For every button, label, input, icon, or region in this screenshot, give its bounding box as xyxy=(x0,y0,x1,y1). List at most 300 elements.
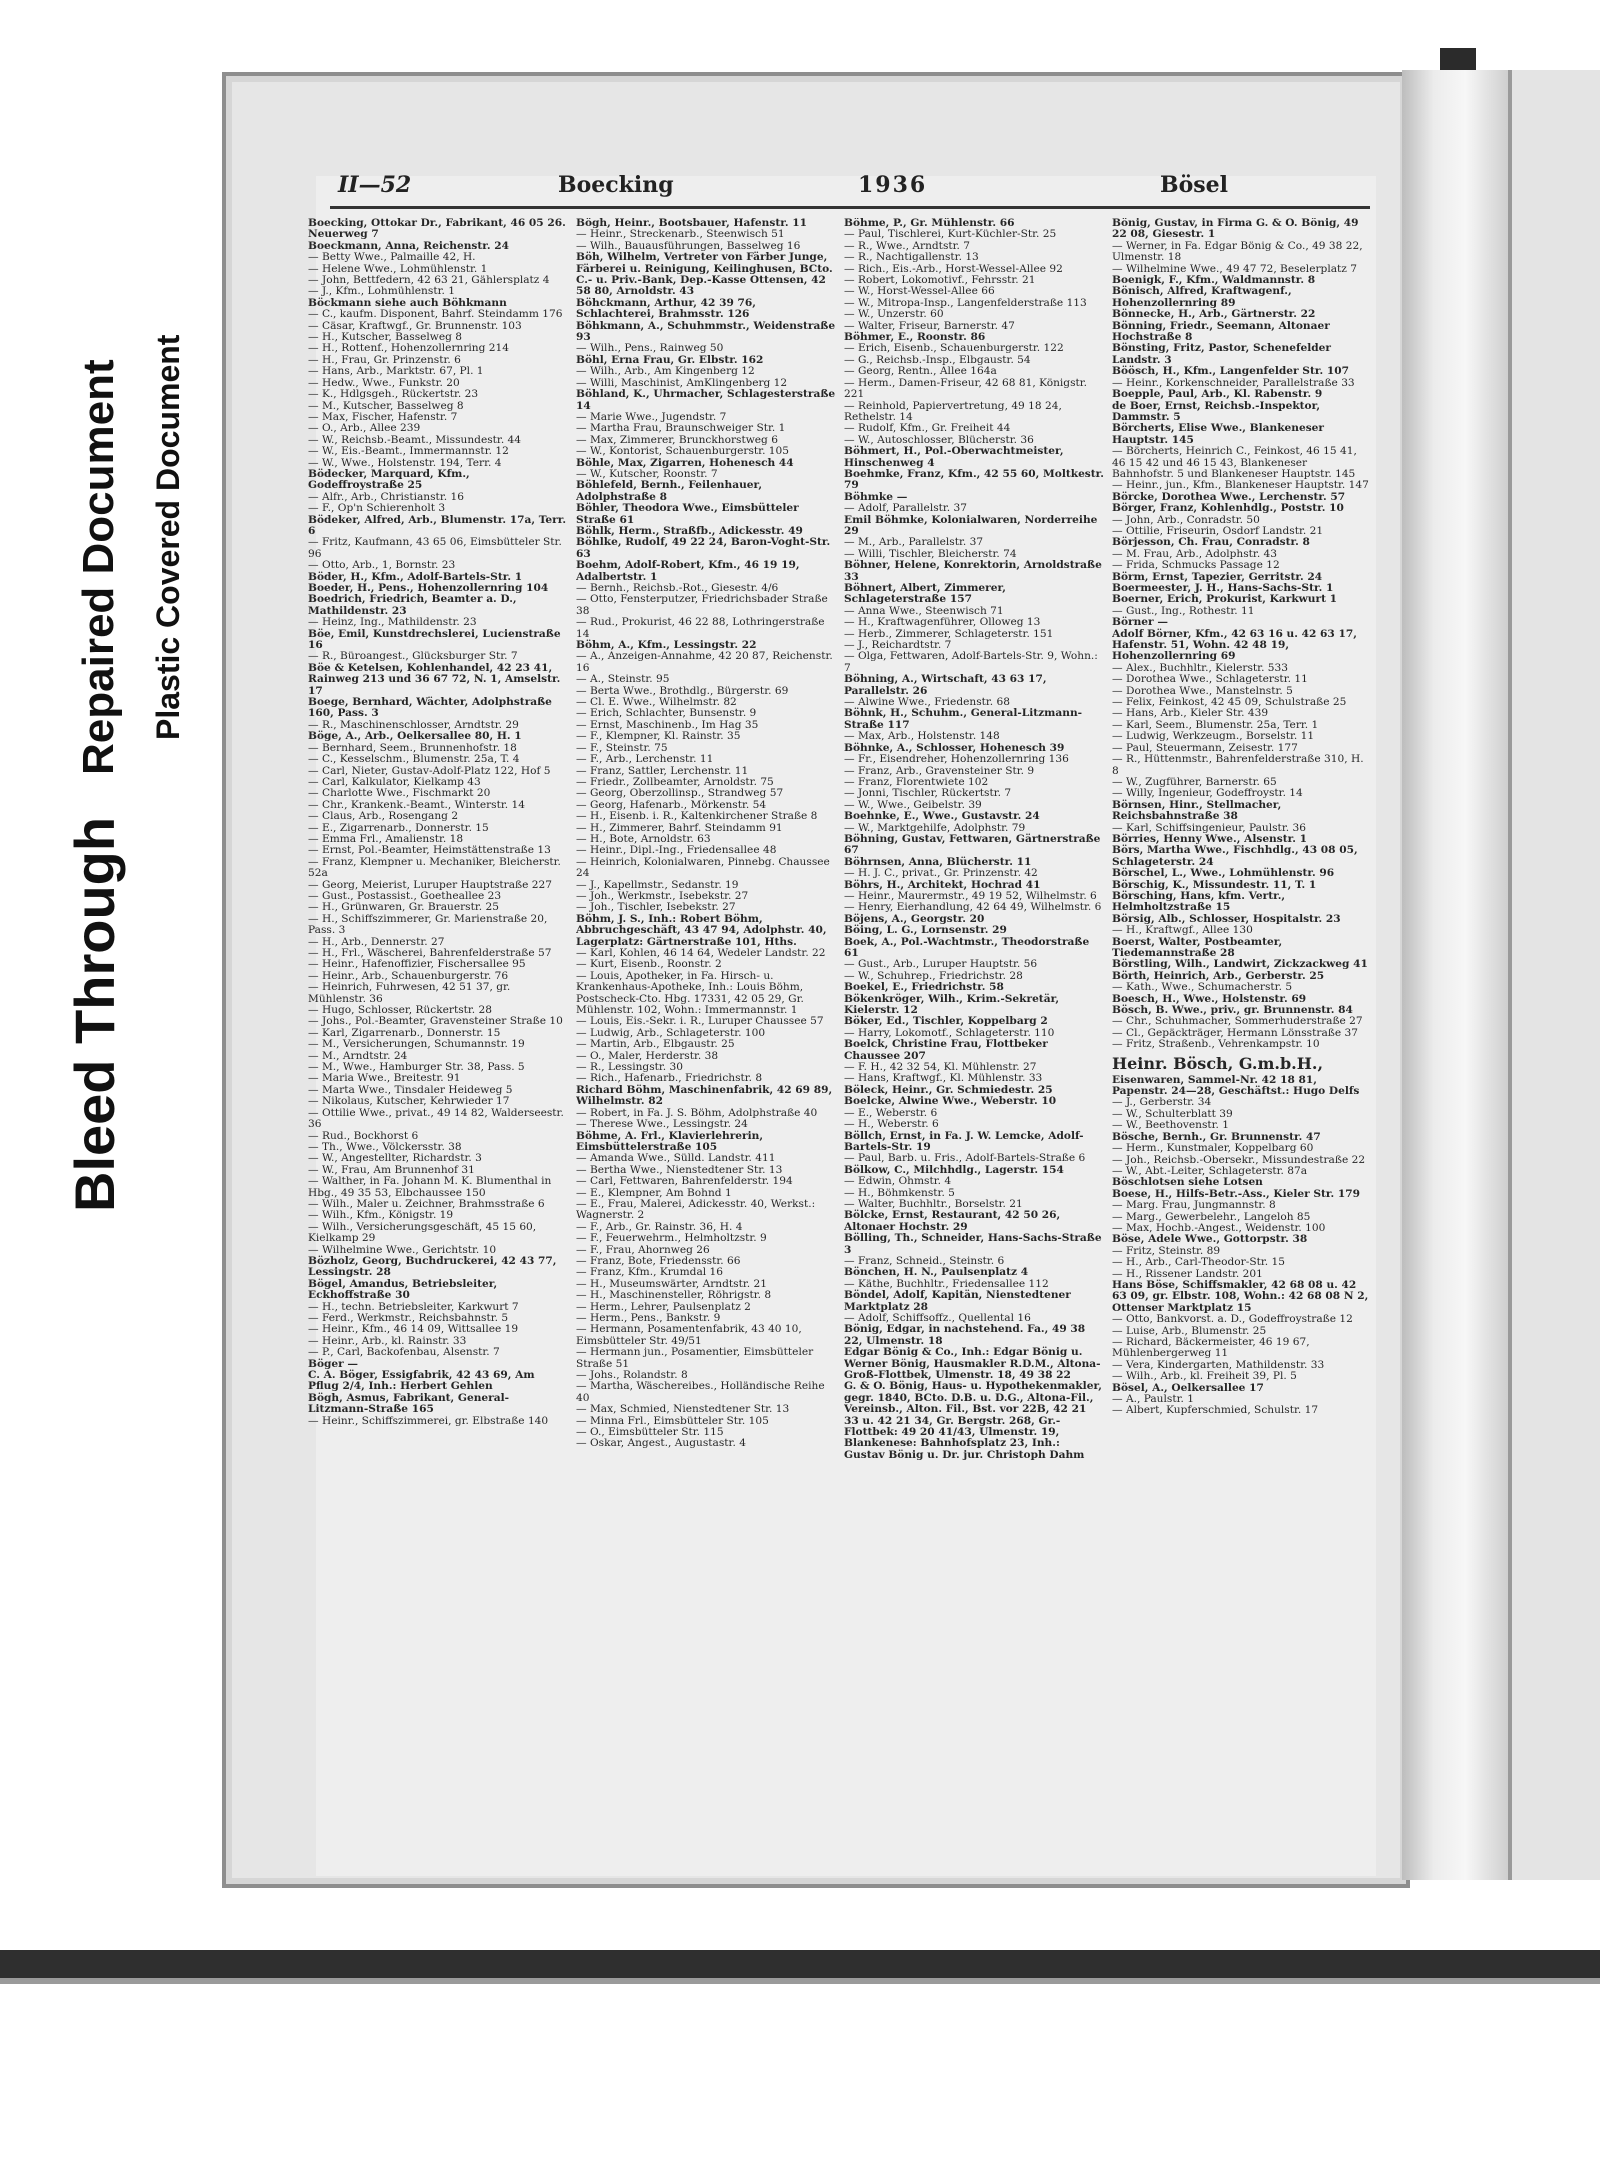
directory-entry: — Hedw., Wwe., Funkstr. 20 xyxy=(308,376,460,389)
directory-entry: — Friedr., Zollbeamter, Arnoldstr. 75 xyxy=(576,775,774,788)
directory-entry: Boelcke, Alwine Wwe., Weberstr. 10 xyxy=(844,1095,1057,1108)
directory-entry: Böndel, Adolf, Kapitän, Nienstedtener Marktplatz 28 xyxy=(844,1289,1071,1313)
directory-entry: — Heinr., Dipl.-Ing., Friedensallee 48 xyxy=(576,844,777,857)
directory-entry: — Franz, Florentwiete 102 xyxy=(844,775,989,788)
directory-entry: — H., Maschinensteller, Röhrigstr. 8 xyxy=(576,1289,772,1302)
directory-entry: — F., Arb., Gr. Rainstr. 36, H. 4 xyxy=(576,1220,743,1233)
directory-entry: — H., Schiffszimmerer, Gr. Marienstraße 20, Pass. 3 xyxy=(308,912,548,937)
directory-entry: Böhckmann, Arthur, 42 39 76, Schlachterei, Brahmsstr. 126 xyxy=(576,296,756,321)
directory-entry: Börjesson, Ch. Frau, Conradstr. 8 xyxy=(1112,536,1310,549)
directory-entry: Böe, Emil, Kunstdrechslerei, Lucienstraße 16 xyxy=(308,627,561,652)
directory-entry: Böckmann siehe auch Böhkmann xyxy=(308,296,507,309)
directory-entry: Bökenkröger, Wilh., Krim.-Sekretär, Kielerstr. 12 xyxy=(844,992,1060,1017)
directory-entry: — Hugo, Schlosser, Rückertstr. 28 xyxy=(308,1004,493,1017)
year-heading: 1936 xyxy=(858,172,928,198)
directory-entry: — Bertha Wwe., Nienstedtener Str. 13 xyxy=(576,1163,783,1176)
directory-entry: — M., Versicherungen, Schumannstr. 19 xyxy=(308,1038,525,1051)
directory-entry: — Otto, Bankvorst. a. D., Godeffroystraße 12 xyxy=(1112,1313,1353,1326)
directory-column-4 xyxy=(1112,218,1372,1836)
directory-entry: — Louis, Apotheker, in Fa. Hirsch- u. Krankenhaus-Apotheke, Inh.: Louis Böhm, Postscheck-Cto. Hbg. 17331, 42 05 29, Gr. Mühlenstr. 102, Wohn.: Immermannstr. 1 xyxy=(576,969,804,1017)
directory-entry: — Georg, Rentn., Allee 164a xyxy=(844,365,997,378)
directory-entry: — Edwin, Ohmstr. 4 xyxy=(844,1175,952,1188)
directory-entry: — J., Kfm., Lohmühlenstr. 1 xyxy=(308,285,455,298)
last-entry-heading: Bösel xyxy=(1160,172,1229,198)
adjacent-page xyxy=(1508,70,1600,1880)
directory-entry: — Adolf, Parallelstr. 37 xyxy=(844,502,968,515)
directory-entry: Hans Böse, Schiffsmakler, 42 68 08 u. 42 63 09, gr. Elbstr. 108, Wohn.: 42 68 08 N 2, Ottenser Marktplatz 15 xyxy=(1112,1278,1369,1314)
directory-entry: — W., Schuhrep., Friedrichstr. 28 xyxy=(844,969,1023,982)
directory-entry: — Kath., Wwe., Schumacherstr. 5 xyxy=(1112,981,1293,994)
directory-entry: — Franz, Klempner u. Mechaniker, Bleicherstr. 52a xyxy=(308,855,561,880)
directory-entry: Boepple, Paul, Arb., Kl. Rabenstr. 9 xyxy=(1112,388,1323,401)
directory-entry: — Paul, Barb. u. Fris., Adolf-Bartels-Straße 6 xyxy=(844,1152,1086,1165)
directory-entry: — W., Wwe., Holstenstr. 194, Terr. 4 xyxy=(308,456,502,469)
directory-entry: — M. Frau, Arb., Adolphstr. 43 xyxy=(1112,547,1278,560)
directory-entry: — H., Zimmerer, Bahrf. Steindamm 91 xyxy=(576,821,783,834)
directory-entry: — Henry, Eierhandlung, 42 64 49, Wilhelmstr. 6 xyxy=(844,901,1102,914)
directory-entry: — Claus, Arb., Rosengang 2 xyxy=(308,810,459,823)
directory-entry: — H., Eisenb. i. R., Kaltenkirchener Straße 8 xyxy=(576,810,818,823)
directory-entry: Böhme, A. Frl., Klavierlehrerin, Eimsbüttelerstraße 105 xyxy=(576,1129,764,1153)
directory-entry: — P., Carl, Backofenbau, Alsenstr. 7 xyxy=(308,1346,500,1359)
directory-entry: — Cl. E. Wwe., Wilhelmstr. 82 xyxy=(576,696,737,709)
directory-entry: Börschel, L., Wwe., Lohmühlenstr. 96 xyxy=(1112,867,1335,880)
directory-entry: — R., Nachtigallenstr. 13 xyxy=(844,251,979,264)
directory-entry: — Robert, in Fa. J. S. Böhm, Adolphstraße 40 xyxy=(576,1106,818,1119)
directory-entry: — Ludwig, Arb., Schlageterstr. 100 xyxy=(576,1026,766,1039)
directory-entry: Böger — xyxy=(308,1357,359,1370)
directory-entry: — K., Hdlgsgeh., Rückertstr. 23 xyxy=(308,388,479,401)
directory-entry: Boehnke, E., Wwe., Gustavstr. 24 xyxy=(844,810,1040,823)
directory-entry: — Börcherts, Heinrich C., Feinkost, 46 15 41, 46 15 42 und 46 15 43, Blankeneser Bahnhofstr. 5 und Blankeneser Hauptstr. 145 xyxy=(1112,445,1357,480)
directory-entry: Boehmke, Franz, Kfm., 42 55 60, Moltkestr. 79 xyxy=(844,467,1104,492)
directory-entry: — Walter, Buchhltr., Borselstr. 21 xyxy=(844,1197,1023,1210)
directory-entry: — John, Bettfedern, 42 63 21, Gählersplatz 4 xyxy=(308,274,550,287)
directory-entry: Bösel, A., Oelkersallee 17 xyxy=(1112,1381,1264,1394)
directory-entry: Bönsting, Fritz, Pastor, Schenefelder Landstr. 3 xyxy=(1112,342,1332,366)
directory-entry: Boese, H., Hilfs-Betr.-Ass., Kieler Str. 179 xyxy=(1112,1187,1361,1200)
directory-entry: — Max, Hochb.-Angest., Weidenstr. 100 xyxy=(1112,1221,1326,1234)
directory-entry: — Therese Wwe., Lessingstr. 24 xyxy=(576,1118,748,1131)
directory-entry: — Rich., Eis.-Arb., Horst-Wessel-Allee 92 xyxy=(844,262,1063,275)
directory-entry: — W., Reichsb.-Beamt., Missundestr. 44 xyxy=(308,433,522,446)
directory-entry: — Joh., Tischler, Isebekstr. 27 xyxy=(576,901,736,914)
directory-entry: — W., Autoschlosser, Blücherstr. 36 xyxy=(844,433,1034,446)
directory-entry: — Dorothea Wwe., Manstelnstr. 5 xyxy=(1112,684,1293,697)
directory-entry: — Bernh., Reichsb.-Rot., Giesestr. 4/6 xyxy=(576,582,779,594)
directory-entry: Börner — xyxy=(1112,616,1168,629)
directory-entry: — Fritz, Straßenb., Vehrenkampstr. 10 xyxy=(1112,1038,1320,1051)
directory-entry: — W., Zugführer, Barnerstr. 65 xyxy=(1112,775,1277,788)
directory-entry: — H., Böhmkenstr. 5 xyxy=(844,1186,955,1199)
directory-entry: — Ottilie, Friseurin, Osdorf Landstr. 21 xyxy=(1112,524,1324,537)
directory-entry: — Helene Wwe., Lohmühlenstr. 1 xyxy=(308,262,488,275)
directory-entry: Bölling, Th., Schneider, Hans-Sachs-Straße 3 xyxy=(844,1232,1102,1256)
directory-entry: — Ferd., Werkmstr., Reichsbahnstr. 5 xyxy=(308,1312,509,1324)
directory-entry: — Heinr., Schiffszimmerei, gr. Elbstraße 140 xyxy=(308,1414,549,1427)
directory-entry: — W., Wwe., Geibelstr. 39 xyxy=(844,798,982,811)
directory-entry: — Käthe, Buchhltr., Friedensallee 112 xyxy=(844,1277,1049,1290)
directory-entry: — Willi, Tischler, Bleicherstr. 74 xyxy=(844,547,1017,560)
directory-entry: — Herm., Lehrer, Paulsenplatz 2 xyxy=(576,1300,751,1313)
directory-entry: — H., Kraftwagenführer, Olloweg 13 xyxy=(844,616,1041,629)
directory-entry: Böhner, Helene, Konrektorin, Arnoldstraße 33 xyxy=(844,559,1102,583)
directory-entry: — Heinr., Kfm., 46 14 09, Wittsallee 19 xyxy=(308,1323,519,1336)
directory-entry: — Betty Wwe., Palmaille 42, H. xyxy=(308,251,476,264)
directory-entry: — Werner, in Fa. Edgar Bönig & Co., 49 38 22, Ulmenstr. 18 xyxy=(1112,239,1363,264)
directory-entry: — Cäsar, Kraftwgf., Gr. Brunnenstr. 103 xyxy=(308,319,522,332)
directory-entry: — Franz, Schneid., Steinstr. 6 xyxy=(844,1254,1005,1267)
directory-entry: — John, Arb., Conradstr. 50 xyxy=(1112,513,1260,526)
directory-entry: — J., Gerberstr. 34 xyxy=(1112,1096,1212,1109)
directory-entry: — M., Wwe., Hamburger Str. 38, Pass. 5 xyxy=(308,1061,525,1074)
directory-entry: — R., Lessingstr. 30 xyxy=(576,1061,684,1074)
page-header xyxy=(330,172,1370,209)
directory-entry: — H., Arb., Carl-Theodor-Str. 15 xyxy=(1112,1256,1285,1269)
directory-entry: — Herb., Zimmerer, Schlageterstr. 151 xyxy=(844,627,1054,640)
directory-entry: Böhle, Max, Zigarren, Hohenesch 44 xyxy=(576,456,794,469)
directory-entry: — C., kaufm. Disponent, Bahrf. Steindamm 176 xyxy=(308,308,563,321)
directory-entry: — R., Wwe., Arndtstr. 7 xyxy=(844,239,971,252)
directory-entry: Bönnecke, H., Arb., Gärtnerstr. 22 xyxy=(1112,308,1316,321)
directory-entry: Boerner, Erich, Prokurist, Karkwurt 1 xyxy=(1112,593,1338,606)
directory-entry: Bögh, Asmus, Fabrikant, General-Litzmann-Straße 165 xyxy=(308,1391,510,1416)
directory-entry: — Walter, Friseur, Barnerstr. 47 xyxy=(844,319,1015,332)
directory-columns xyxy=(308,218,1372,1836)
directory-entry: Böhning, Gustav, Fettwaren, Gärtnerstraße 67 xyxy=(844,832,1101,857)
directory-entry: — Jonni, Tischler, Rückertstr. 7 xyxy=(844,787,1012,800)
directory-entry: — A., Paulstr. 1 xyxy=(1112,1393,1194,1406)
directory-entry: — Amanda Wwe., Sülld. Landstr. 411 xyxy=(576,1152,776,1165)
directory-entry: — W., Frau, Am Brunnenhof 31 xyxy=(308,1163,475,1176)
directory-entry: — Willy, Ingenieur, Godeffroystr. 14 xyxy=(1112,787,1303,800)
directory-entry: Adolf Börner, Kfm., 42 63 16 u. 42 63 17, Hafenstr. 51, Wohn. 42 48 19, Hohenzollernring 69 xyxy=(1112,627,1357,663)
directory-entry: Böhmert, H., Pol.-Oberwachtmeister, Hinschenweg 4 xyxy=(844,445,1064,469)
directory-entry: Boecking, Ottokar Dr., Fabrikant, 46 05 26. Neuerweg 7 xyxy=(308,218,566,241)
directory-entry: — H., Kutscher, Basselweg 8 xyxy=(308,331,463,344)
directory-entry: de Boer, Ernst, Reichsb.-Inspektor, Dammstr. 5 xyxy=(1112,399,1321,423)
directory-entry: — Ernst, Pol.-Beamter, Heimstättenstraße 13 xyxy=(308,844,551,857)
directory-entry: — Heinr., Arb., kl. Rainstr. 33 xyxy=(308,1334,467,1347)
directory-entry: — Walther, in Fa. Johann M. K. Blumenthal in Hbg., 49 35 53, Elbchaussee 150 xyxy=(308,1175,552,1199)
directory-entry: Böhlke, Rudolf, 49 22 24, Baron-Voght-Str. 63 xyxy=(576,536,831,560)
directory-entry: — Rich., Hafenarb., Friedrichstr. 8 xyxy=(576,1072,763,1085)
directory-entry: — Dorothea Wwe., Schlageterstr. 11 xyxy=(1112,673,1308,686)
directory-entry: — W., Schulterblatt 39 xyxy=(1112,1107,1233,1120)
directory-entry: Bönisch, Alfred, Kraftwagenf., Hohenzollernring 89 xyxy=(1112,285,1292,309)
directory-entry: — Emma Frl., Amalienstr. 18 xyxy=(308,832,464,845)
directory-entry: Böhrs, H., Architekt, Hochrad 41 xyxy=(844,878,1041,891)
directory-entry: — Olga, Fettwaren, Adolf-Bartels-Str. 9, Wohn.: 7 xyxy=(844,650,1098,674)
directory-entry: — Rud., Bockhorst 6 xyxy=(308,1129,419,1142)
directory-entry: Boedrich, Friedrich, Beamter a. D., Mathildenstr. 23 xyxy=(308,593,517,617)
directory-entry: Börsching, Hans, kfm. Vertr., Helmholtzstraße 15 xyxy=(1112,889,1286,914)
directory-entry: — F., Steinstr. 75 xyxy=(576,741,668,754)
directory-entry: Boeckmann, Anna, Reichenstr. 24 xyxy=(308,239,510,252)
directory-entry: Börsig, Alb., Schlosser, Hospitalstr. 23 xyxy=(1112,912,1341,925)
directory-entry: — Max, Schmied, Nienstedtener Str. 13 xyxy=(576,1403,790,1416)
directory-entry: Boenigk, F., Kfm., Waldmannstr. 8 xyxy=(1112,274,1316,287)
directory-entry: — Herm., Pens., Bankstr. 9 xyxy=(576,1312,721,1324)
directory-entry: — W., Eis.-Beamt., Immermannstr. 12 xyxy=(308,445,509,458)
directory-entry: Bönig, Gustav, in Firma G. & O. Bönig, 49 22 08, Giesestr. 1 xyxy=(1112,218,1359,241)
directory-entry: — Georg, Hafenarb., Mörkenstr. 54 xyxy=(576,798,767,811)
directory-entry: — Marta Wwe., Tinsdaler Heideweg 5 xyxy=(308,1083,513,1096)
directory-entry: Böjens, A., Georgstr. 20 xyxy=(844,912,985,925)
directory-entry: — A., Steinstr. 95 xyxy=(576,673,670,686)
directory-entry: — Ernst, Maschinenb., Im Hag 35 xyxy=(576,718,759,731)
directory-entry: — H. J. C., privat., Gr. Prinzenstr. 42 xyxy=(844,867,1038,880)
directory-entry: — Maria Wwe., Breitestr. 91 xyxy=(308,1072,461,1085)
directory-entry: — H., Grünwaren, Gr. Brauerstr. 25 xyxy=(308,901,499,914)
page-number: II—52 xyxy=(338,172,412,198)
directory-entry: — W., Mitropa-Insp., Langenfelderstraße 113 xyxy=(844,296,1087,309)
directory-entry: — Martha, Wäschereibes., Holländische Reihe 40 xyxy=(576,1380,825,1404)
directory-entry: Börcke, Dorothea Wwe., Lerchenstr. 57 xyxy=(1112,490,1346,503)
directory-entry: Böge, A., Arb., Oelkersallee 80, H. 1 xyxy=(308,730,522,743)
directory-entry: — Anna Wwe., Steenwisch 71 xyxy=(844,604,1004,617)
directory-entry: Böe & Ketelsen, Kohlenhandel, 42 23 41, Rainweg 213 und 36 67 72, N. 1, Amselstr. 17 xyxy=(308,661,561,697)
directory-entry: — Alex., Buchhltr., Kielerstr. 533 xyxy=(1112,661,1289,674)
directory-entry: Bögh, Heinr., Bootsbauer, Hafenstr. 11 xyxy=(576,218,807,229)
directory-entry: — Wilh., Maler u. Zeichner, Brahmsstraße 6 xyxy=(308,1197,545,1210)
directory-entry: Bödecker, Marquard, Kfm., Godeffroystraße 25 xyxy=(308,467,470,492)
directory-entry: Richard Böhm, Maschinenfabrik, 42 69 89, Wilhelmstr. 82 xyxy=(576,1083,833,1108)
directory-entry: — Marie Wwe., Jugendstr. 7 xyxy=(576,410,727,423)
directory-entry: Bögel, Amandus, Betriebsleiter, Eckhoffstraße 30 xyxy=(308,1277,498,1302)
directory-entry: — Richard, Bäckermeister, 46 19 67, Mühlenbergerweg 11 xyxy=(1112,1336,1310,1360)
directory-entry: Böker, Ed., Tischler, Koppelbarg 2 xyxy=(844,1015,1048,1028)
directory-entry: Bönning, Friedr., Seemann, Altonaer Hochstraße 8 xyxy=(1112,319,1330,344)
directory-entry: Böing, L. G., Lornsenstr. 29 xyxy=(844,924,1007,937)
directory-entry: — Frida, Schmucks Passage 12 xyxy=(1112,559,1280,572)
directory-entry: — J., Reichardtstr. 7 xyxy=(844,639,952,652)
directory-entry: — E., Zigarrenarb., Donnerstr. 15 xyxy=(308,821,489,834)
directory-entry: — Minna Frl., Eimsbütteler Str. 105 xyxy=(576,1414,769,1427)
directory-entry: Edgar Bönig & Co., Inh.: Edgar Bönig u. Werner Bönig, Hausmakler R.D.M., Altona-Groß-Flottbek, Ulmenstr. 18, 49 38 22 xyxy=(844,1346,1101,1382)
directory-entry: — Bernhard, Seem., Brunnenhofstr. 18 xyxy=(308,741,517,754)
condition-labels xyxy=(0,120,200,1212)
directory-entry: — R., Hüttenmstr., Bahrenfelderstraße 310, H. 8 xyxy=(1112,753,1364,777)
directory-entry: Boehm, Adolf-Robert, Kfm., 46 19 19, Adalbertstr. 1 xyxy=(576,559,800,583)
directory-entry: — Paul, Tischlerei, Kurt-Küchler-Str. 25 xyxy=(844,228,1057,241)
directory-entry: Böhme, P., Gr. Mühlenstr. 66 xyxy=(844,218,1015,229)
directory-entry: — O., Eimsbütteler Str. 115 xyxy=(576,1426,724,1439)
directory-entry: Boermeester, J. H., Hans-Sachs-Str. 1 xyxy=(1112,582,1334,594)
directory-entry: — H., Bote, Arnoldstr. 63 xyxy=(576,832,711,845)
directory-entry: — Robert, Lokomotivf., Fehrsstr. 21 xyxy=(844,274,1036,287)
directory-entry: Börs, Martha Wwe., Fischhdlg., 43 08 05, Schlageterstr. 24 xyxy=(1112,844,1358,868)
directory-entry: — J., Kapellmstr., Sedanstr. 19 xyxy=(576,878,739,891)
directory-entry: — Paul, Steuermann, Zeisestr. 177 xyxy=(1112,741,1298,754)
directory-entry: — W., Unzerstr. 60 xyxy=(844,308,944,321)
directory-entry: Böhmer, E., Roonstr. 86 xyxy=(844,331,986,344)
directory-entry: — Hans, Arb., Marktstr. 67, Pl. 1 xyxy=(308,365,484,378)
directory-entry: — Karl, Zigarrenarb., Donnerstr. 15 xyxy=(308,1026,501,1039)
label-plastic-covered: Plastic Covered Document xyxy=(150,334,186,740)
directory-entry: — Wilh., Versicherungsgeschäft, 45 15 60, Kielkamp 29 xyxy=(308,1220,537,1245)
directory-entry: Böhnert, Albert, Zimmerer, Schlageterstraße 157 xyxy=(844,582,1006,606)
directory-entry: — Erich, Schlachter, Bunsenstr. 9 xyxy=(576,707,757,720)
directory-entry: Böhning, A., Wirtschaft, 43 63 17, Parallelstr. 26 xyxy=(844,673,1047,697)
directory-entry: — H., Rottenf., Hohenzollernring 214 xyxy=(308,342,509,355)
directory-entry: Börger, Franz, Kohlenhdlg., Poststr. 10 xyxy=(1112,502,1344,515)
directory-entry: — Franz, Arb., Gravensteiner Str. 9 xyxy=(844,764,1035,777)
directory-entry: Eisenwaren, Sammel-Nr. 42 18 81, Papenstr. 24—28, Geschäftst.: Hugo Delfs xyxy=(1112,1073,1360,1098)
directory-entry: Böleck, Heinr., Gr. Schmiedestr. 25 xyxy=(844,1083,1053,1096)
directory-entry: — Carl, Kalkulator, Kielkamp 43 xyxy=(308,775,481,788)
directory-entry: — Gust., Arb., Luruper Hauptstr. 56 xyxy=(844,958,1038,971)
directory-entry: Börnsen, Hinr., Stellmacher, Reichsbahnstraße 38 xyxy=(1112,798,1282,823)
directory-entry: — Marg., Gewerbelehr., Langeloh 85 xyxy=(1112,1210,1311,1223)
directory-entry: — Otto, Fensterputzer, Friedrichsbader Straße 38 xyxy=(576,593,828,617)
directory-entry: — H., Weberstr. 6 xyxy=(844,1118,939,1131)
directory-entry: — A., Anzeigen-Annahme, 42 20 87, Reichenstr. 16 xyxy=(576,650,833,674)
directory-entry: — Albert, Kupferschmied, Schulstr. 17 xyxy=(1112,1404,1319,1417)
directory-entry: — Wilh., Pens., Rainweg 50 xyxy=(576,342,724,355)
directory-entry: — Wilh., Arb., kl. Freiheit 39, Pl. 5 xyxy=(1112,1370,1297,1383)
directory-entry: — Karl, Schiffsingenieur, Paulstr. 36 xyxy=(1112,821,1306,834)
directory-entry: — Heinr., Hafenoffizier, Fischersallee 95 xyxy=(308,958,526,971)
directory-entry: — Carl, Nieter, Gustav-Adolf-Platz 122, Hof 5 xyxy=(308,764,551,777)
directory-entry: — Max, Fischer, Hafenstr. 7 xyxy=(308,410,458,423)
directory-entry: — Johs., Rolandstr. 8 xyxy=(576,1369,688,1382)
directory-entry: — Louis, Eis.-Sekr. i. R., Luruper Chaussee 57 xyxy=(576,1015,824,1028)
directory-entry: — Felix, Feinkost, 42 45 09, Schulstraße 25 xyxy=(1112,696,1347,709)
directory-entry: — Karl, Seem., Blumenstr. 25a, Terr. 1 xyxy=(1112,718,1319,731)
directory-entry: — Hans, Kraftwgf., Kl. Mühlenstr. 33 xyxy=(844,1072,1043,1085)
directory-entry: Böder, H., Kfm., Adolf-Bartels-Str. 1 xyxy=(308,570,523,583)
directory-entry: — Heinr., Streckenarb., Steenwisch 51 xyxy=(576,228,785,241)
directory-entry: — Alwine Wwe., Friedenstr. 68 xyxy=(844,696,1010,709)
label-bleed-through: Bleed Through xyxy=(63,816,126,1212)
directory-entry: Bölkow, C., Milchhdlg., Lagerstr. 154 xyxy=(844,1163,1064,1176)
directory-column-2 xyxy=(576,218,836,1836)
directory-entry: — Herm., Damen-Friseur, 42 68 81, Königstr. 221 xyxy=(844,376,1088,401)
directory-entry: — Carl, Fettwaren, Bahrenfelderstr. 194 xyxy=(576,1175,793,1188)
directory-entry: — E., Frau, Malerei, Adickesstr. 40, Werkst.: Wagnerstr. 2 xyxy=(576,1197,816,1222)
directory-entry: — R., Büroangest., Glücksburger Str. 7 xyxy=(308,650,518,663)
directory-entry: Bönig, Edgar, in nachstehend. Fa., 49 38 22, Ulmenstr. 18 xyxy=(844,1323,1086,1347)
directory-entry: — Joh., Werkmstr., Isebekstr. 27 xyxy=(576,889,749,902)
directory-entry: — G., Reichsb.-Insp., Elbgaustr. 54 xyxy=(844,353,1031,366)
directory-entry: — H., Frau, Gr. Prinzenstr. 6 xyxy=(308,353,461,366)
directory-column-1 xyxy=(308,218,568,1836)
directory-entry: — Th., Wwe., Völckersstr. 38 xyxy=(308,1140,462,1153)
directory-entry: — F. H., 42 32 54, Kl. Mühlenstr. 27 xyxy=(844,1061,1037,1074)
directory-entry: Emil Böhmke, Kolonialwaren, Norderreihe 29 xyxy=(844,513,1098,537)
directory-entry: Böhl, Erna Frau, Gr. Elbstr. 162 xyxy=(576,353,764,366)
directory-entry: Böösch, H., Kfm., Langenfelder Str. 107 xyxy=(1112,365,1349,378)
directory-entry: Böhm, J. S., Inh.: Robert Böhm, Abbruchgeschäft, 43 47 94, Adolphstr. 40, Lagerplatz: Gärtnerstraße 101, Hths. xyxy=(576,912,827,948)
directory-entry: Boerst, Walter, Postbeamter, Tiedemannstraße 28 xyxy=(1112,935,1283,959)
directory-entry: Boeder, H., Pens., Hohenzollernring 104 xyxy=(308,582,549,594)
directory-entry: — H., Rissener Landstr. 201 xyxy=(1112,1267,1263,1280)
directory-entry: — Erich, Eisenb., Schauenburgerstr. 122 xyxy=(844,342,1064,355)
directory-entry: Böse, Adele Wwe., Gottorpstr. 38 xyxy=(1112,1233,1308,1246)
directory-entry: Böhlefeld, Bernh., Feilenhauer, Adolphstraße 8 xyxy=(576,479,763,503)
directory-entry: — W., Kutscher, Roonstr. 7 xyxy=(576,467,718,480)
directory-entry: — Heinrich, Fuhrwesen, 42 51 37, gr. Mühlenstr. 36 xyxy=(308,981,511,1005)
directory-entry: — Charlotte Wwe., Fischmarkt 20 xyxy=(308,787,491,800)
directory-entry: — Heinz, Ing., Mathildenstr. 23 xyxy=(308,616,477,629)
directory-entry: — M., Kutscher, Basselweg 8 xyxy=(308,399,464,412)
directory-entry: — O., Maler, Herderstr. 38 xyxy=(576,1049,719,1062)
directory-entry: Boekel, E., Friedrichstr. 58 xyxy=(844,981,1004,994)
directory-entry: Böhlk, Herm., Straßfb., Adickesstr. 49 xyxy=(576,524,803,537)
directory-entry: C. A. Böger, Essigfabrik, 42 43 69, Am Pflug 2/4, Inh.: Herbert Gehlen xyxy=(308,1369,535,1393)
directory-entry: — Fr., Eisendreher, Hohenzollernring 136 xyxy=(844,753,1069,766)
directory-entry: Böhnke, A., Schlosser, Hohenesch 39 xyxy=(844,741,1065,754)
directory-entry: — Herm., Kunstmaler, Koppelbarg 60 xyxy=(1112,1142,1314,1155)
directory-entry: — Wilhelmine Wwe., 49 47 72, Beselerplatz 7 xyxy=(1112,262,1357,275)
directory-entry: — F., Frau, Ahornweg 26 xyxy=(576,1243,710,1256)
directory-entry: — Heinrich, Kolonialwaren, Pinnebg. Chaussee 24 xyxy=(576,855,830,880)
directory-entry: — Wilh., Arb., Am Kingenberg 12 xyxy=(576,365,755,378)
directory-entry: — H., techn. Betriebsleiter, Karkwurt 7 xyxy=(308,1300,519,1313)
directory-entry: — Gust., Ing., Rothestr. 11 xyxy=(1112,604,1255,617)
directory-entry: — F., Op'n Schierenholt 3 xyxy=(308,502,446,515)
directory-entry: — Rudolf, Kfm., Gr. Freiheit 44 xyxy=(844,422,1011,435)
directory-entry: — Harry, Lokomotf., Schlageterstr. 110 xyxy=(844,1026,1055,1039)
directory-entry: — Hermann, Posamentenfabrik, 43 40 10, Eimsbütteler Str. 49/51 xyxy=(576,1323,802,1347)
directory-entry: — Max, Arb., Holstenstr. 148 xyxy=(844,730,1000,743)
directory-entry: — Willi, Maschinist, AmKlingenberg 12 xyxy=(576,376,788,389)
directory-entry: — W., Beethovenstr. 1 xyxy=(1112,1119,1230,1132)
directory-entry: — Karl, Kohlen, 46 14 64, Wedeler Landstr. 22 xyxy=(576,947,826,959)
directory-entry: — Ludwig, Werkzeugm., Borselstr. 11 xyxy=(1112,730,1315,743)
directory-entry: — Hermann jun., Posamentier, Eimsbütteler Straße 51 xyxy=(576,1346,814,1370)
directory-entry: Böhmke — xyxy=(844,490,908,503)
directory-entry: Börth, Heinrich, Arb., Gerberstr. 25 xyxy=(1112,969,1325,982)
directory-entry: — E., Weberstr. 6 xyxy=(844,1106,938,1119)
directory-entry: Börries, Henny Wwe., Alsenstr. 1 xyxy=(1112,832,1307,845)
directory-entry: — F., Arb., Lerchenstr. 11 xyxy=(576,753,714,766)
directory-entry: Börstling, Wilh., Landwirt, Zickzackweg 41 xyxy=(1112,958,1368,971)
directory-entry: — W., Marktgehilfe, Adolphstr. 79 xyxy=(844,821,1026,834)
directory-entry: Böhrnsen, Anna, Blücherstr. 11 xyxy=(844,855,1032,868)
scanner-bottom-bar xyxy=(0,1950,1600,1978)
directory-entry: Bölcke, Ernst, Restaurant, 42 50 26, Altonaer Hochstr. 29 xyxy=(844,1209,1061,1233)
directory-entry: Bösch, B. Wwe., priv., gr. Brunnenstr. 84 xyxy=(1112,1004,1353,1017)
directory-entry: — Hans, Arb., Kieler Str. 439 xyxy=(1112,707,1269,720)
directory-entry: Heinr. Bösch, G.m.b.H., xyxy=(1112,1053,1324,1073)
directory-entry: Boek, A., Pol.-Wachtmstr., Theodorstraße 61 xyxy=(844,935,1090,959)
directory-entry: — Rud., Prokurist, 46 22 88, Lothringerstraße 14 xyxy=(576,616,825,640)
directory-entry: Böh, Wilhelm, Vertreter von Färber Junge, Färberei u. Reinigung, Keilinghusen, BCto. C.- u. Priv.-Bank, Dep.-Kasse Ottensen, 42 58 80, Arnoldstr. 43 xyxy=(576,251,833,298)
directory-entry: — H., Museumswärter, Arndtstr. 21 xyxy=(576,1277,767,1290)
directory-entry: Böhm, A., Kfm., Lessingstr. 22 xyxy=(576,639,757,652)
directory-entry: — H., Arb., Dennerstr. 27 xyxy=(308,935,445,948)
directory-entry: — Reinhold, Papiervertretung, 49 18 24, Rethelstr. 14 xyxy=(844,399,1062,423)
first-entry-heading: Boecking xyxy=(558,172,674,198)
directory-entry: — Fritz, Steinstr. 89 xyxy=(1112,1244,1221,1257)
directory-entry: Bözholz, Georg, Buchdruckerei, 42 43 77, Lessingstr. 28 xyxy=(308,1254,557,1279)
directory-entry: — Luise, Arb., Blumenstr. 25 xyxy=(1112,1324,1267,1337)
directory-entry: — Ottilie Wwe., privat., 49 14 82, Walderseestr. 36 xyxy=(308,1106,564,1131)
directory-entry: — F., Feuerwehrm., Helmholtzstr. 9 xyxy=(576,1232,767,1245)
directory-entry: Börm, Ernst, Tapezier, Gerritstr. 24 xyxy=(1112,570,1323,583)
directory-entry: — H., Kraftwgf., Allee 130 xyxy=(1112,924,1253,937)
directory-entry: — Adolf, Schiffsoffz., Quellental 16 xyxy=(844,1312,1031,1324)
directory-entry: — H., Frl., Wäscherei, Bahrenfelderstraße 57 xyxy=(308,947,552,959)
directory-entry: — W., Abt.-Leiter, Schlageterstr. 87a xyxy=(1112,1164,1308,1177)
directory-entry: — Georg, Oberzollinsp., Strandweg 57 xyxy=(576,787,784,800)
directory-entry: — Max, Zimmerer, Brunckhorstweg 6 xyxy=(576,433,778,446)
directory-entry: — O., Arb., Allee 239 xyxy=(308,422,421,435)
directory-entry: — Gust., Postassist., Goetheallee 23 xyxy=(308,889,502,902)
directory-entry: Börschig, K., Missundestr. 11, T. 1 xyxy=(1112,878,1317,891)
